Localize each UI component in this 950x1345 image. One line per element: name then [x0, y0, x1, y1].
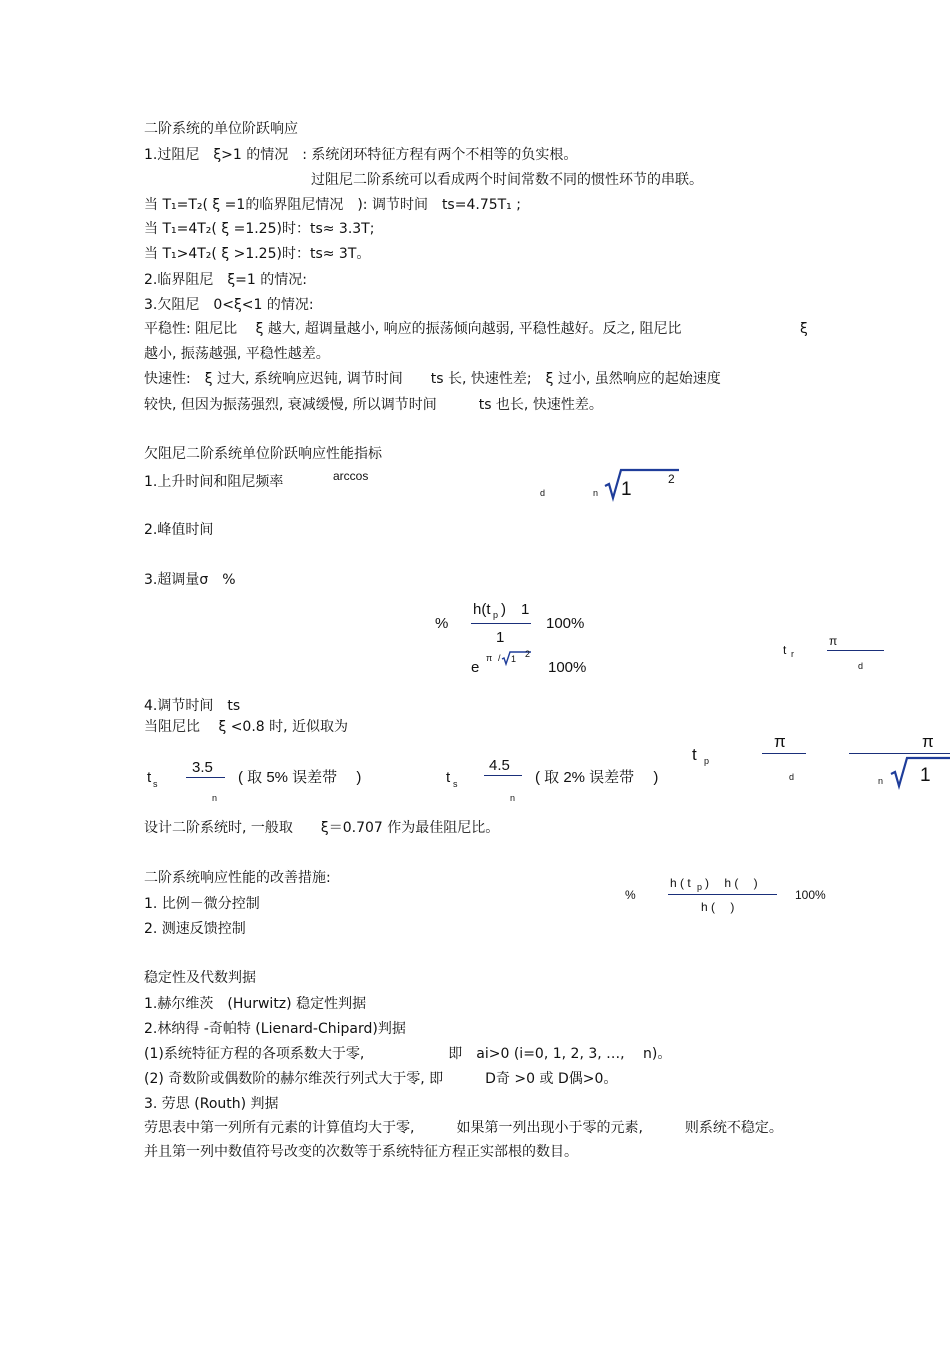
improvement-item-feedback: 2. 测速反馈控制 — [144, 921, 246, 937]
t1-gt-4t2-line: 当 T₁>4T₂( ξ >1.25)时：ts≈ 3T。 — [144, 246, 371, 262]
tp-subscript-general: p — [697, 882, 703, 892]
determinant-condition: (2) 奇数阶或偶数阶的赫尔维茨行列式大于零, 即 D奇 >0 或 D偶>0。 — [144, 1071, 618, 1087]
percent-sign: % — [435, 615, 449, 632]
radical-one-2: 1 — [920, 765, 931, 786]
hundred-percent-1: 100% — [546, 615, 585, 632]
rapidity-text-1: 快速性: ξ 过大, 系统响应迟钝, 调节时间 ts 长, 快速性差; ξ 过小, 虽然响应的起始速度 — [144, 371, 721, 387]
lienard-chipard-criterion: 2.林纳得 -奇帕特 (Lienard-Chipard)判据 — [144, 1021, 406, 1037]
coefficients-condition: (1)系统特征方程的各项系数大于零, 即 ai>0 (i=0, 1, 2, 3, …, n)。 — [144, 1046, 672, 1062]
overshoot-item: 3.超调量σ % — [144, 572, 236, 588]
ts-symbol-2: t — [446, 769, 451, 786]
fraction-bar-tp-2 — [849, 753, 950, 754]
stability-text-2: 越小, 振荡越强, 平稳性越差。 — [144, 346, 330, 362]
fraction-bar-tr — [827, 650, 884, 651]
fraction-bar-tp-1 — [762, 753, 806, 754]
fraction-bar-general — [668, 894, 777, 895]
h-inf-general: ) h ( ) — [705, 876, 758, 890]
approximation-condition: 当阻尼比 ξ <0.8 时, 近似取为 — [144, 719, 349, 735]
tp-symbol: t — [692, 745, 697, 764]
ts-numerator-35: 3.5 — [192, 759, 213, 776]
t1-4t2-line: 当 T₁=4T₂( ξ =1.25)时：ts≈ 3.3T; — [144, 221, 375, 237]
critical-t1-t2-line: 当 T₁=T₂( ξ =1的临界阻尼情况 ): 调节时间 ts=4.75T₁ ; — [144, 197, 521, 213]
tp-n-subscript: n — [878, 776, 884, 786]
ts-subscript-2: s — [453, 779, 458, 789]
tp-pi-numerator-2: π — [922, 732, 934, 751]
arccos-label: arccos — [333, 469, 369, 483]
pi-exponent: π — [486, 653, 493, 663]
tp-subscript: p — [493, 610, 499, 620]
peak-time-item: 2.峰值时间 — [144, 522, 214, 538]
ts-n-subscript-1: n — [212, 793, 218, 803]
ts-subscript-1: s — [153, 779, 158, 789]
routh-text-2: 并且第一列中数值符号改变的次数等于系统特征方程正实部根的数目。 — [144, 1144, 578, 1160]
denominator-one: 1 — [496, 629, 505, 646]
routh-criterion: 3. 劳思 (Routh) 判据 — [144, 1096, 279, 1112]
percent-sign-2: % — [625, 888, 636, 902]
fraction-bar-ts-1 — [186, 777, 225, 778]
tp-subscript: p — [704, 756, 710, 766]
tr-pi-numerator: π — [829, 634, 838, 648]
h-tp-general: h ( t — [670, 876, 691, 890]
radical-small-one: 1 — [511, 654, 517, 664]
omega-d-subscript: d — [540, 488, 546, 498]
fraction-bar-overshoot — [471, 623, 531, 624]
numerator-minus-one: ) 1 — [501, 601, 530, 618]
ts-n-subscript-2: n — [510, 793, 516, 803]
h-inf-denominator: h ( ) — [701, 900, 735, 914]
stability-text-xi: ξ — [800, 321, 808, 337]
settling-time-item: 4.调节时间 ts — [144, 698, 241, 714]
tr-d-subscript: d — [858, 661, 864, 671]
hundred-percent-3: 100% — [795, 888, 826, 902]
slash-exponent: / — [498, 653, 501, 663]
ts-symbol-1: t — [147, 769, 152, 786]
section-title-performance: 欠阻尼二阶系统单位阶跃响应性能指标 — [144, 446, 382, 462]
underdamped-line: 3.欠阻尼 0<ξ<1 的情况: — [144, 297, 314, 313]
radical-one-1: 1 — [621, 479, 632, 500]
radical-small-exponent: 2 — [525, 649, 531, 659]
overdamped-series-line: 过阻尼二阶系统可以看成两个时间常数不同的惯性环节的串联。 — [311, 172, 703, 188]
hurwitz-criterion: 1.赫尔维茨 (Hurwitz) 稳定性判据 — [144, 996, 367, 1012]
stability-text-1: 平稳性: 阻尼比 ξ 越大, 超调量越小, 响应的振荡倾向越弱, 平稳性越好。反之, 阻尼比 — [144, 321, 682, 337]
fraction-bar-ts-2 — [484, 775, 522, 776]
section-title-step-response: 二阶系统的单位阶跃响应 — [144, 121, 298, 137]
hundred-percent-2: 100% — [548, 659, 587, 676]
routh-text-1: 劳思表中第一列所有元素的计算值均大于零, 如果第一列出现小于零的元素, 则系统不稳定。 — [144, 1120, 783, 1136]
rise-time-item: 1.上升时间和阻尼频率 — [144, 474, 284, 490]
improvement-item-pd: 1. 比例－微分控制 — [144, 896, 260, 912]
critically-damped-line: 2.临界阻尼 ξ=1 的情况: — [144, 272, 307, 288]
e-base: e — [471, 659, 480, 676]
omega-n-subscript: n — [593, 488, 599, 498]
ts-numerator-45: 4.5 — [489, 757, 510, 774]
tr-subscript: r — [791, 649, 794, 659]
overdamped-line: 1.过阻尼 ξ>1 的情况 : 系统闭环特征方程有两个不相等的负实根。 — [144, 147, 578, 163]
error-band-5: ( 取 5% 误差带 ) — [238, 769, 362, 786]
rapidity-text-2: 较快, 但因为振荡强烈, 衰减缓慢, 所以调节时间 ts 也长, 快速性差。 — [144, 397, 603, 413]
section-title-stability: 稳定性及代数判据 — [144, 970, 256, 986]
design-note: 设计二阶系统时, 一般取 ξ＝0.707 作为最佳阻尼比。 — [144, 820, 500, 836]
tp-pi-numerator-1: π — [774, 732, 786, 751]
section-title-improvement: 二阶系统响应性能的改善措施: — [144, 870, 331, 886]
radical-exponent-1: 2 — [668, 472, 675, 486]
h-tp-numerator: h(t — [473, 601, 491, 618]
error-band-2: ( 取 2% 误差带 ) — [535, 769, 659, 786]
tp-d-subscript: d — [789, 772, 795, 782]
tr-symbol: t — [783, 643, 787, 657]
